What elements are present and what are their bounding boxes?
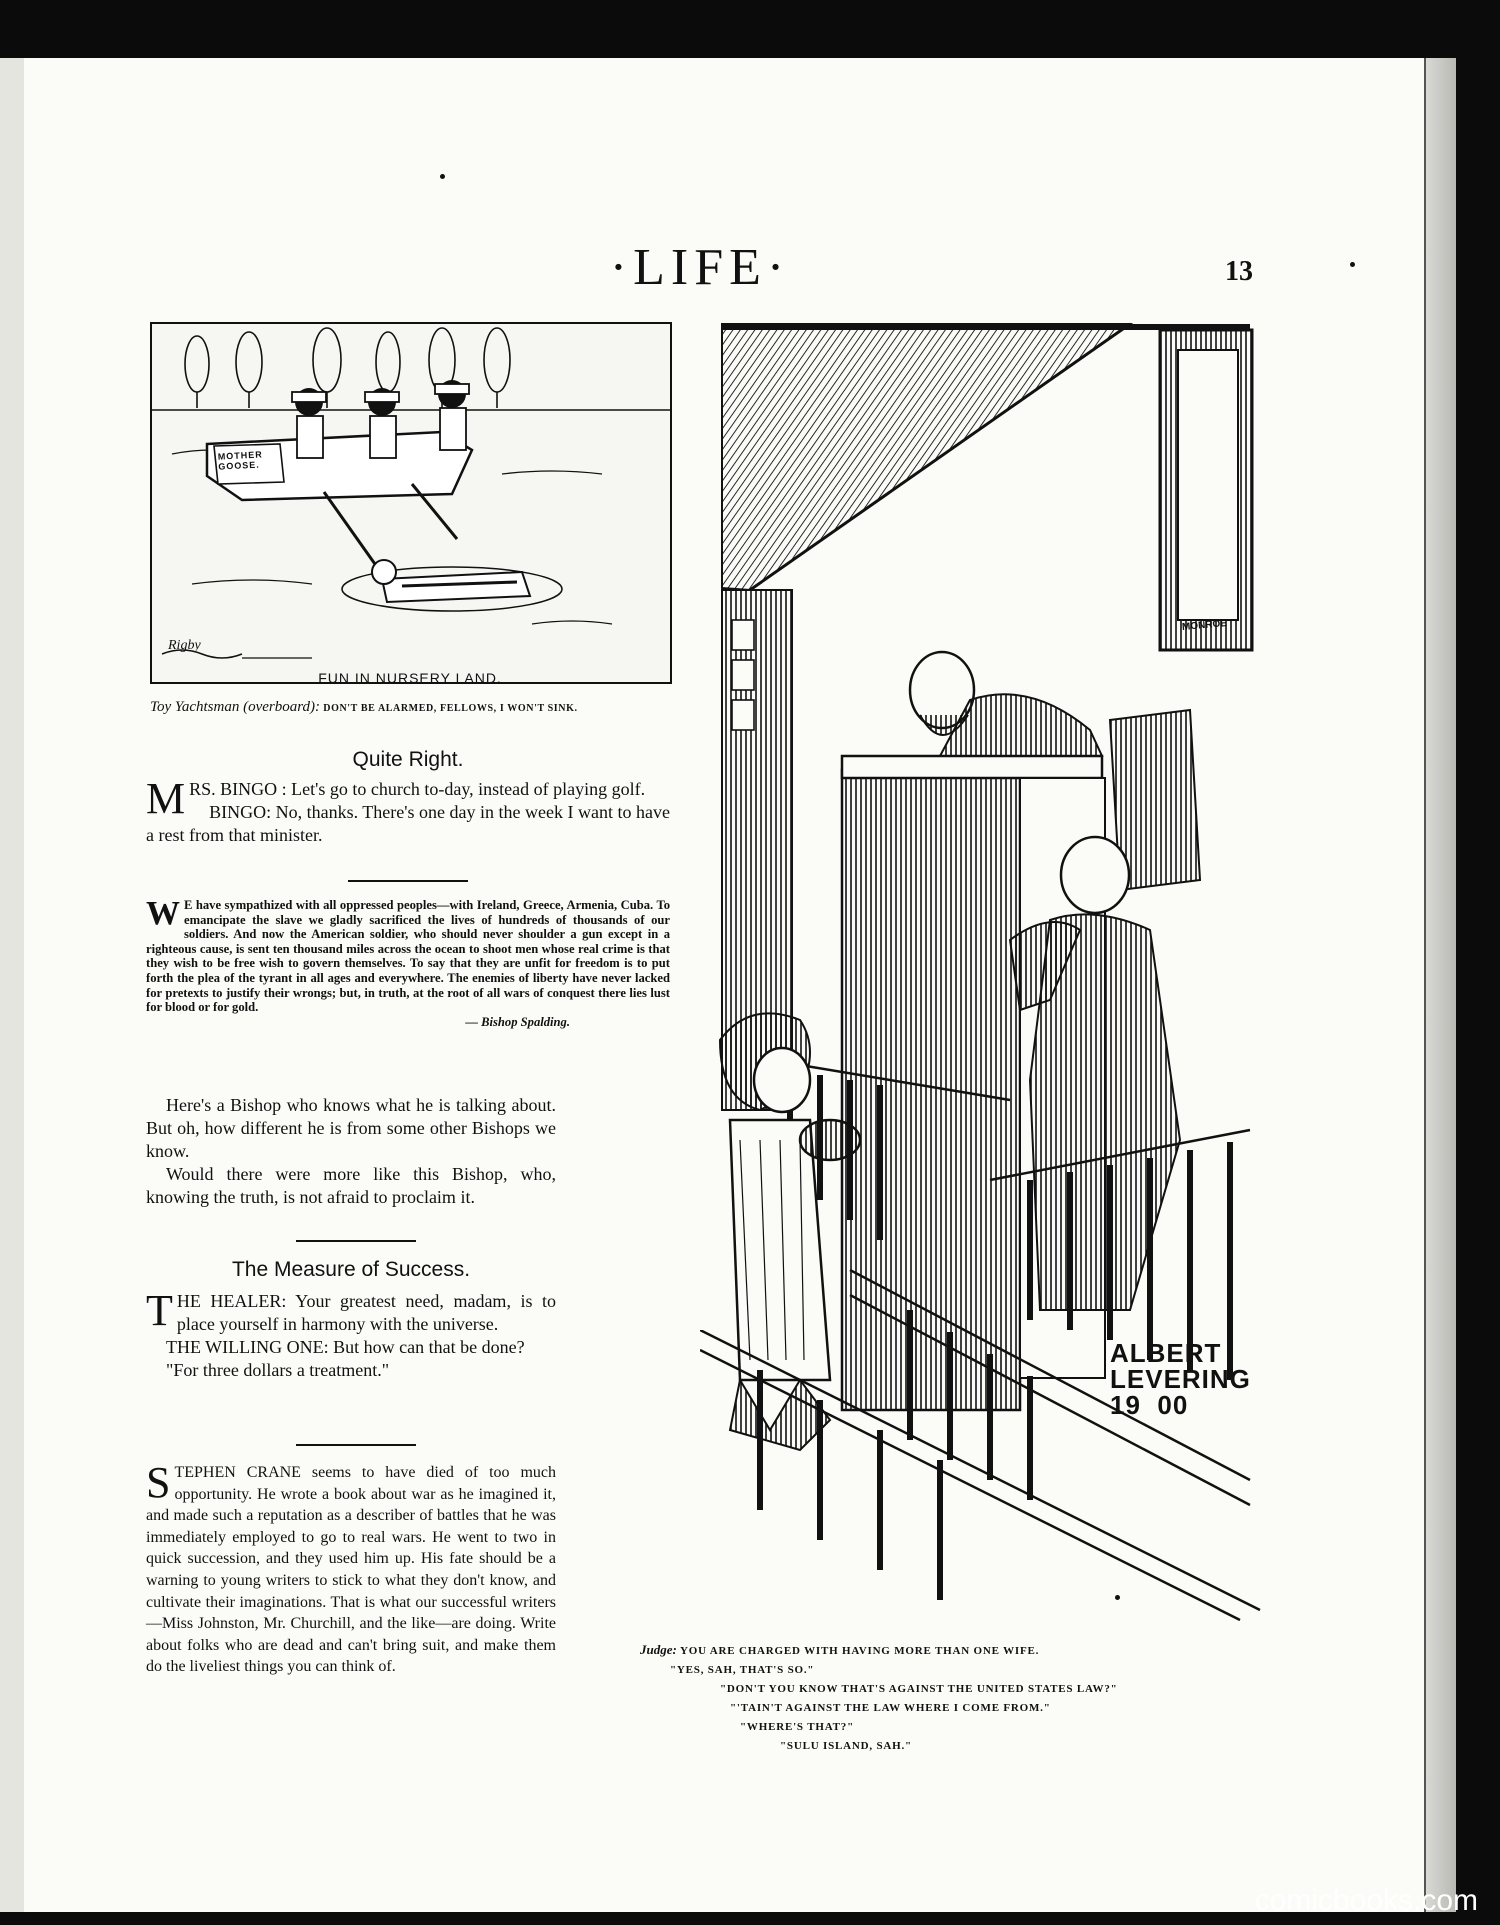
nursery-caption-title: FUN IN NURSERY LAND. (318, 670, 502, 686)
measure-p3: "For three dollars a treatment." (166, 1360, 390, 1380)
courtroom-lower-railing (700, 1330, 1280, 1630)
watermark: comicbooks.com (1254, 1884, 1478, 1917)
dialog-speaker: Judge: (640, 1642, 677, 1657)
nursery-caption (150, 696, 670, 720)
page-edge (1424, 58, 1456, 1912)
crane-paragraph: TEPHEN CRANE seems to have died of too much opportunity. He wrote a book about war as he imagined it, and made such a reputation as a describer of battles that he was immediately employed to go to real wars. He went to two in quick succession, and they used him up. His fate should be a warning to young writers to stick to what they don't know, and cultivate their imaginations. That is what our successful writers—Miss Johnston, Mr. Churchill, and the like—are doing. Write about folks who are dead and can't bring suit, and make them do the liveliest things you can think of. (146, 1464, 556, 1676)
divider (296, 1444, 416, 1446)
page-number: 13 (1225, 256, 1253, 287)
nursery-cartoon-drawing (152, 324, 670, 682)
dialog-line-4: "'TAIN'T AGAINST THE LAW WHERE I COME FROM." (730, 1702, 1051, 1714)
speck (1350, 262, 1355, 267)
divider (296, 1240, 416, 1242)
measure-dropcap: T (146, 1286, 173, 1335)
bishop-commentary (146, 1094, 556, 1209)
quite-right-p2: BINGO: No, thanks. There's one day in the week I want to have a rest from that minister. (146, 802, 670, 845)
masthead: ·LIFE· (609, 239, 791, 296)
measure-p2: THE WILLING ONE: But how can that be done? (166, 1337, 525, 1357)
crane-dropcap: S (146, 1458, 171, 1507)
crane-text (146, 1458, 556, 1678)
nursery-caption-text: DON'T BE ALARMED, FELLOWS, I WON'T SINK. (323, 703, 578, 714)
measure-heading: The Measure of Success. (231, 1258, 471, 1281)
nursery-cartoon (150, 322, 672, 684)
boat-label: MOTHER GOOSE. (217, 449, 263, 472)
binding-strip (0, 58, 26, 1912)
dialog-line-5: "WHERE'S THAT?" (740, 1721, 854, 1733)
dialog-line-1: YOU ARE CHARGED WITH HAVING MORE THAN ONE WIFE. (680, 1645, 1040, 1657)
bishop-attribution: — Bishop Spalding. (465, 1014, 570, 1029)
dialog-line-2: "YES, SAH, THAT'S SO." (670, 1664, 815, 1676)
signature-line-1: ALBERT (1110, 1338, 1222, 1368)
measure-text (146, 1286, 556, 1382)
bishop-p2: Would there were more like this Bishop, who, knowing the truth, is not afraid to proclaim it. (146, 1164, 556, 1207)
portrait-label: MONROE (1181, 618, 1228, 633)
dialog-line-6: "SULU ISLAND, SAH." (780, 1740, 912, 1752)
bishop-quote (146, 895, 670, 1029)
signature-line-2: LEVERING (1110, 1364, 1251, 1394)
speck (440, 174, 445, 179)
measure-p1: HE HEALER: Your greatest need, madam, is to place yourself in harmony with the universe. (176, 1291, 556, 1334)
quite-right-p1: RS. BINGO : Let's go to church to-day, instead of playing golf. (189, 779, 646, 799)
bishop-quote-text: E have sympathized with all oppressed peoples—with Ireland, Greece, Armenia, Cuba. To emancipate the slave we gladly sacrificed the lives of hundreds of thousands of our soldiers. And now the American soldier, who should never shoulder a gun except in a righteous cause, is sent ten thousand miles across the ocean to shoot men whose real crime is that they wish to be free wish to govern themselves. To say that they are unfit for freedom is to put forth the plea of the tyrant in all ages and everywhere. The enemies of liberty have never lacked for pretexts to justify their wrongs; but, in truth, at the root of all wars of conquest there lies lust for blood or for gold. (146, 898, 670, 1015)
quite-right-text (146, 774, 670, 847)
dialog-line-3: "DON'T YOU KNOW THAT'S AGAINST THE UNITED STATES LAW?" (720, 1683, 1118, 1695)
bishop-dropcap: W (146, 895, 180, 932)
nursery-caption-speaker: Toy Yachtsman (overboard): (150, 699, 321, 715)
bishop-p1: Here's a Bishop who knows what he is talking about. But oh, how different he is from some other Bishops we know. (146, 1095, 556, 1161)
courtroom-dialog (640, 1640, 1260, 1756)
rigby-signature: Rigby (168, 638, 201, 653)
divider (348, 880, 468, 882)
quite-right-dropcap: M (146, 774, 186, 823)
quite-right-heading: Quite Right. (352, 748, 464, 771)
signature-year: 19 00 (1110, 1390, 1189, 1420)
